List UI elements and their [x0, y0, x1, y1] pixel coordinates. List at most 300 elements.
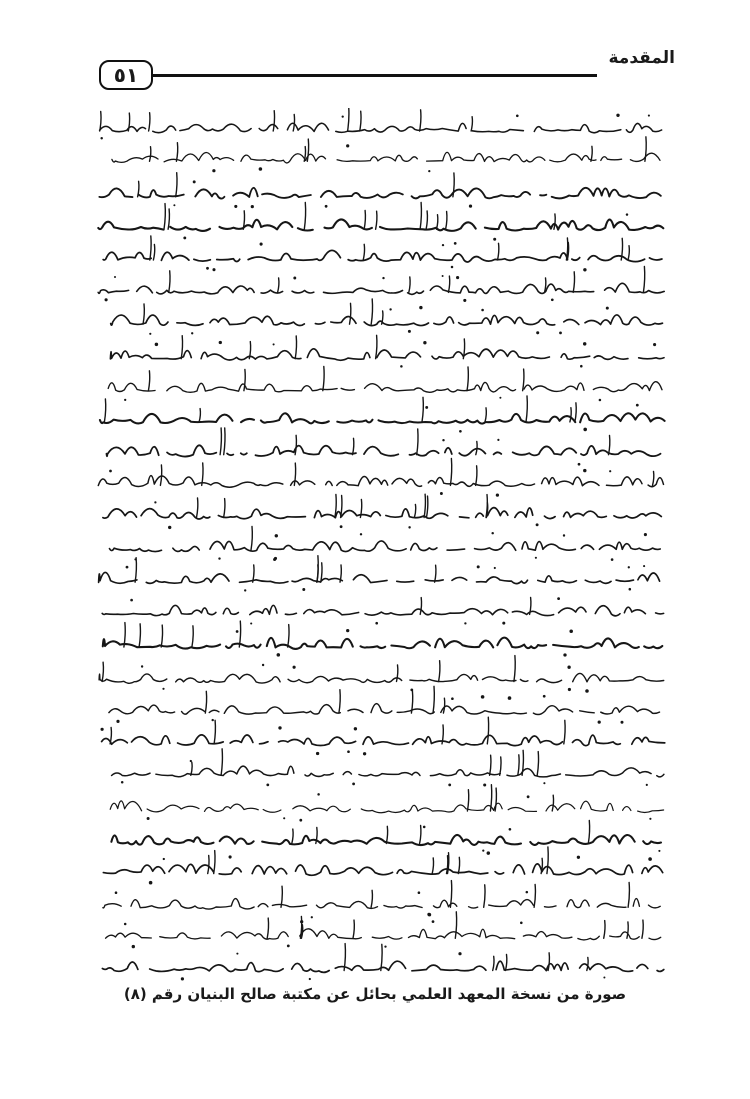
manuscript-dot: [147, 817, 150, 820]
manuscript-stroke: [487, 717, 488, 744]
manuscript-dot: [325, 205, 328, 208]
manuscript-dot: [599, 399, 602, 402]
manuscript-dot: [278, 726, 281, 729]
page-header: [95, 44, 675, 96]
manuscript-stroke: [176, 173, 177, 197]
manuscript-stroke: [587, 957, 588, 970]
manuscript-stroke: [523, 369, 524, 391]
manuscript-stroke: [534, 885, 535, 908]
manuscript-dot: [124, 923, 127, 926]
manuscript-stroke: [244, 370, 245, 391]
manuscript-stroke: [168, 209, 169, 229]
manuscript-stroke: [467, 367, 468, 391]
manuscript-dot: [384, 945, 386, 947]
manuscript-dot: [408, 526, 410, 528]
manuscript-stroke: [304, 147, 305, 162]
manuscript-dot: [440, 492, 443, 495]
manuscript-line: [99, 572, 660, 583]
manuscript-dot: [508, 696, 512, 700]
manuscript-stroke: [150, 147, 151, 162]
manuscript-dot: [464, 622, 466, 624]
manuscript-dot: [563, 534, 565, 536]
manuscript-dot: [149, 333, 151, 335]
manuscript-stroke: [197, 498, 198, 518]
manuscript-dot: [293, 277, 296, 280]
manuscript-dot: [105, 298, 108, 301]
manuscript-dot: [408, 330, 411, 333]
manuscript-stroke: [138, 181, 139, 197]
manuscript-dot: [354, 727, 357, 730]
manuscript-dot: [193, 180, 196, 183]
manuscript-dot: [130, 599, 133, 602]
manuscript-stroke: [281, 886, 282, 907]
manuscript-stroke: [432, 858, 433, 874]
manuscript-dot: [454, 242, 457, 245]
manuscript-dot: [509, 828, 512, 831]
manuscript-stroke: [160, 465, 161, 486]
manuscript-stroke: [642, 920, 643, 938]
manuscript-stroke: [458, 857, 459, 873]
manuscript-dot: [648, 857, 652, 861]
manuscript-stroke: [628, 883, 629, 908]
manuscript-stroke: [420, 598, 421, 615]
manuscript-line: [99, 673, 664, 683]
manuscript-stroke: [547, 847, 548, 874]
manuscript-stroke: [164, 204, 165, 230]
manuscript-stroke: [518, 755, 519, 776]
manuscript-stroke: [450, 881, 451, 908]
manuscript-stroke: [552, 795, 553, 811]
manuscript-stroke: [205, 691, 206, 713]
manuscript-stroke: [124, 623, 125, 647]
manuscript-stroke: [161, 625, 162, 647]
manuscript-stroke: [411, 691, 412, 714]
manuscript-dot: [346, 629, 349, 632]
manuscript-stroke: [273, 111, 274, 131]
manuscript-dot: [360, 533, 362, 535]
manuscript-dot: [569, 629, 573, 633]
manuscript-line: [99, 188, 660, 199]
manuscript-stroke: [386, 826, 387, 843]
manuscript-stroke: [493, 956, 494, 970]
manuscript-line: [103, 864, 662, 875]
manuscript-stroke: [530, 598, 531, 615]
manuscript-stroke: [214, 720, 215, 744]
manuscript-dot: [363, 752, 366, 755]
manuscript-line: [110, 349, 664, 360]
manuscript-dot: [162, 688, 164, 690]
manuscript-stroke: [570, 408, 571, 422]
manuscript-stroke: [239, 621, 240, 647]
manuscript-line: [111, 315, 663, 326]
manuscript-stroke: [199, 409, 200, 422]
manuscript-dot: [653, 343, 656, 346]
manuscript-stroke: [317, 556, 318, 583]
manuscript-stroke: [484, 885, 485, 908]
manuscript-stroke: [360, 111, 361, 131]
manuscript-stroke: [381, 944, 382, 970]
manuscript-dot: [643, 565, 645, 567]
manuscript-dot: [442, 275, 444, 277]
manuscript-dot: [483, 783, 486, 786]
manuscript-dot: [219, 341, 222, 344]
manuscript-dot: [428, 170, 430, 172]
manuscript-dot: [580, 365, 583, 368]
manuscript-dot: [244, 589, 246, 591]
manuscript-stroke: [191, 762, 192, 775]
manuscript-stroke: [278, 278, 279, 293]
manuscript-dot: [491, 532, 493, 534]
manuscript-stroke: [364, 211, 365, 230]
manuscript-stroke: [422, 397, 423, 422]
manuscript-stroke: [439, 661, 440, 682]
manuscript-dot: [583, 342, 586, 345]
manuscript-dot: [644, 533, 647, 536]
manuscript-stroke: [545, 278, 546, 293]
manuscript-dot: [283, 817, 285, 819]
manuscript-line: [112, 766, 664, 777]
manuscript-stroke: [554, 214, 555, 229]
manuscript-dot: [496, 493, 499, 496]
manuscript-stroke: [300, 916, 301, 938]
manuscript-dot: [347, 750, 350, 753]
manuscript-stroke: [573, 272, 574, 293]
manuscript-stroke: [148, 371, 149, 391]
manuscript-dot: [469, 204, 472, 207]
manuscript-stroke: [110, 728, 111, 744]
manuscript-dot: [482, 850, 484, 852]
manuscript-stroke: [420, 826, 421, 844]
manuscript-dot: [563, 653, 566, 656]
manuscript-stroke: [304, 203, 305, 230]
manuscript-stroke: [243, 211, 244, 230]
manuscript-stroke: [224, 499, 225, 518]
handwritten-manuscript-icon: [90, 108, 680, 988]
manuscript-dot: [567, 666, 570, 669]
manuscript-dot: [100, 137, 102, 139]
manuscript-dot: [526, 891, 529, 894]
manuscript-dot: [302, 588, 305, 591]
manuscript-dot: [481, 309, 484, 312]
manuscript-dot: [132, 945, 135, 948]
manuscript-dot: [206, 267, 209, 270]
manuscript-dot: [497, 439, 499, 441]
manuscript-dot: [456, 276, 459, 279]
manuscript-dot: [557, 597, 560, 600]
manuscript-stroke: [450, 459, 451, 486]
manuscript-dot: [583, 469, 586, 472]
manuscript-line: [103, 508, 661, 519]
manuscript-dot: [346, 144, 349, 147]
manuscript-dot: [423, 341, 426, 344]
manuscript-stroke: [467, 790, 468, 811]
manuscript-dot: [317, 793, 320, 796]
manuscript-dot: [316, 752, 319, 755]
chapter-title: المقدمة: [608, 48, 675, 68]
manuscript-line: [102, 735, 665, 746]
manuscript-dot: [259, 167, 263, 171]
manuscript-dot: [536, 331, 539, 334]
manuscript-dot: [568, 688, 571, 691]
manuscript-dot: [603, 976, 605, 978]
manuscript-line: [102, 961, 663, 972]
manuscript-stroke: [221, 749, 222, 776]
manuscript-dot: [458, 952, 461, 955]
manuscript-dot: [442, 244, 444, 246]
manuscript-stroke: [548, 953, 549, 971]
manuscript-stroke: [382, 311, 383, 324]
manuscript-dot: [212, 169, 215, 172]
manuscript-stroke: [220, 428, 221, 455]
manuscript-dot: [559, 332, 562, 335]
manuscript-line: [100, 413, 665, 423]
manuscript-stroke: [417, 429, 418, 455]
manuscript-stroke: [621, 238, 622, 260]
manuscript-stroke: [251, 526, 252, 550]
manuscript-dot: [342, 115, 344, 117]
manuscript-dot: [218, 557, 220, 559]
manuscript-stroke: [348, 108, 349, 131]
header-rule: [153, 74, 597, 77]
manuscript-dot: [273, 343, 275, 345]
manuscript-dot: [163, 858, 165, 860]
manuscript-stroke: [288, 625, 289, 647]
manuscript-dot: [459, 430, 462, 433]
manuscript-dot: [609, 470, 611, 472]
manuscript-dot: [155, 343, 158, 346]
manuscript-dot: [277, 653, 281, 657]
manuscript-stroke: [181, 336, 182, 359]
manuscript-dot: [432, 920, 435, 923]
manuscript-dot: [585, 689, 589, 693]
manuscript-dot: [260, 243, 263, 246]
manuscript-line: [112, 152, 660, 163]
manuscript-dot: [418, 891, 421, 894]
manuscript-dot: [543, 695, 546, 698]
manuscript-dot: [154, 501, 156, 503]
manuscript-dot: [536, 523, 539, 526]
manuscript-stroke: [537, 752, 538, 776]
manuscript-dot: [493, 238, 496, 241]
manuscript-stroke: [139, 624, 140, 647]
manuscript-stroke: [150, 236, 151, 260]
manuscript-stroke: [448, 276, 449, 292]
manuscript-dot: [477, 565, 480, 568]
manuscript-dot: [520, 922, 523, 925]
manuscript-stroke: [541, 858, 542, 873]
manuscript-dot: [611, 558, 614, 561]
manuscript-dot: [423, 826, 426, 829]
manuscript-dot: [451, 697, 454, 700]
manuscript-dot: [101, 728, 104, 731]
manuscript-line: [106, 929, 661, 940]
manuscript-dot: [273, 558, 276, 561]
manuscript-line: [98, 283, 664, 294]
manuscript-dot: [109, 470, 112, 473]
manuscript-stroke: [426, 211, 427, 229]
manuscript-stroke: [208, 855, 209, 873]
manuscript-stroke: [376, 211, 377, 229]
manuscript-dot: [578, 463, 581, 466]
manuscript-stroke: [564, 720, 565, 744]
manuscript-dot: [442, 439, 444, 441]
manuscript-stroke: [135, 558, 136, 583]
manuscript-stroke: [455, 912, 456, 939]
manuscript-stroke: [339, 690, 340, 713]
manuscript-stroke: [514, 656, 515, 682]
manuscript-dot: [114, 276, 116, 278]
manuscript-stroke: [307, 139, 308, 161]
manuscript-dot: [340, 525, 343, 528]
manuscript-dot: [481, 695, 485, 699]
manuscript-line: [103, 899, 660, 910]
manuscript-dot: [311, 916, 313, 918]
manuscript-stroke: [409, 277, 410, 292]
manuscript-dot: [628, 566, 630, 568]
manuscript-dot: [527, 795, 530, 798]
manuscript-stroke: [344, 944, 345, 971]
manuscript-line: [100, 123, 662, 133]
manuscript-stroke: [350, 303, 351, 324]
manuscript-stroke: [420, 110, 421, 131]
manuscript-stroke: [353, 920, 354, 938]
manuscript-image: [90, 108, 680, 988]
manuscript-stroke: [645, 137, 646, 162]
manuscript-stroke: [253, 565, 254, 582]
manuscript-stroke: [495, 788, 496, 811]
manuscript-dot: [448, 784, 451, 787]
manuscript-dot: [427, 913, 430, 916]
manuscript-dot: [149, 881, 153, 885]
manuscript-stroke: [453, 173, 454, 197]
manuscript-dot: [463, 299, 466, 302]
manuscript-dot: [629, 588, 632, 591]
manuscript-stroke: [506, 955, 507, 971]
manuscript-stroke: [397, 665, 398, 682]
manuscript-stroke: [420, 202, 421, 229]
manuscript-stroke: [414, 504, 415, 517]
manuscript-dot: [181, 977, 184, 980]
manuscript-dot: [499, 397, 501, 399]
manuscript-line: [110, 541, 661, 552]
manuscript-dot: [173, 204, 175, 206]
manuscript-line: [109, 704, 660, 715]
manuscript-stroke: [591, 146, 592, 161]
manuscript-dot: [400, 365, 403, 368]
manuscript-stroke: [575, 403, 576, 422]
manuscript-dot: [535, 557, 537, 559]
manuscript-stroke: [149, 113, 150, 131]
manuscript-dot: [551, 298, 554, 301]
manuscript-stroke: [143, 304, 144, 324]
manuscript-stroke: [442, 725, 443, 744]
manuscript-dot: [212, 268, 215, 271]
manuscript-dot: [382, 277, 384, 279]
manuscript-stroke: [100, 112, 101, 132]
manuscript-dot: [115, 891, 118, 894]
manuscript-line: [107, 445, 661, 456]
manuscript-stroke: [643, 266, 644, 292]
manuscript-stroke: [627, 922, 628, 938]
manuscript-dot: [649, 818, 651, 820]
manuscript-dot: [293, 666, 296, 669]
manuscript-stroke: [609, 435, 610, 454]
manuscript-stroke: [498, 243, 499, 260]
manuscript-stroke: [294, 463, 295, 485]
manuscript-stroke: [360, 499, 361, 517]
manuscript-dot: [309, 978, 311, 980]
manuscript-dot: [262, 664, 264, 666]
manuscript-dot: [168, 526, 171, 529]
manuscript-stroke: [323, 366, 324, 390]
manuscript-stroke: [522, 750, 523, 775]
manuscript-dot: [236, 630, 239, 633]
manuscript-stroke: [490, 785, 491, 811]
manuscript-stroke: [202, 463, 203, 486]
manuscript-stroke: [353, 438, 354, 454]
manuscript-stroke: [628, 246, 629, 260]
manuscript-dot: [502, 622, 505, 625]
manuscript-stroke: [485, 408, 486, 422]
manuscript-stroke: [224, 428, 225, 455]
manuscript-stroke: [500, 757, 501, 775]
manuscript-dot: [126, 566, 129, 569]
manuscript-dot: [250, 622, 252, 624]
manuscript-dot: [621, 721, 624, 724]
manuscript-dot: [375, 622, 378, 625]
manuscript-stroke: [128, 113, 129, 131]
manuscript-dot: [251, 205, 254, 208]
manuscript-stroke: [427, 496, 428, 517]
manuscript-dot: [646, 784, 648, 786]
manuscript-stroke: [526, 396, 527, 422]
manuscript-dot: [299, 819, 302, 822]
page-number: ٥١: [99, 60, 153, 90]
manuscript-dot: [606, 307, 609, 310]
manuscript-stroke: [321, 563, 322, 582]
manuscript-dot: [636, 404, 639, 407]
manuscript-dot: [583, 428, 587, 432]
manuscript-stroke: [192, 626, 193, 647]
manuscript-stroke: [295, 435, 296, 454]
manuscript-stroke: [295, 336, 296, 359]
manuscript-stroke: [490, 755, 491, 775]
manuscript-stroke: [471, 117, 472, 131]
manuscript-stroke: [316, 828, 317, 844]
manuscript-stroke: [335, 495, 336, 518]
manuscript-stroke: [267, 918, 268, 938]
manuscript-dot: [234, 205, 237, 208]
manuscript-stroke: [463, 339, 464, 359]
manuscript-dot: [183, 236, 186, 239]
manuscript-dot: [116, 720, 119, 723]
manuscript-dot: [543, 782, 545, 784]
manuscript-dot: [389, 308, 391, 310]
manuscript-dot: [419, 306, 422, 309]
manuscript-dot: [212, 719, 214, 721]
manuscript-dot: [266, 784, 269, 787]
manuscript-dot: [577, 856, 580, 859]
manuscript-dot: [494, 567, 496, 569]
manuscript-stroke: [435, 565, 436, 582]
manuscript-dot: [287, 945, 290, 948]
manuscript-stroke: [340, 565, 341, 582]
manuscript-stroke: [102, 662, 103, 681]
manuscript-stroke: [433, 686, 434, 713]
manuscript-dot: [598, 720, 601, 723]
manuscript-line: [108, 382, 662, 393]
manuscript-stroke: [153, 245, 154, 261]
